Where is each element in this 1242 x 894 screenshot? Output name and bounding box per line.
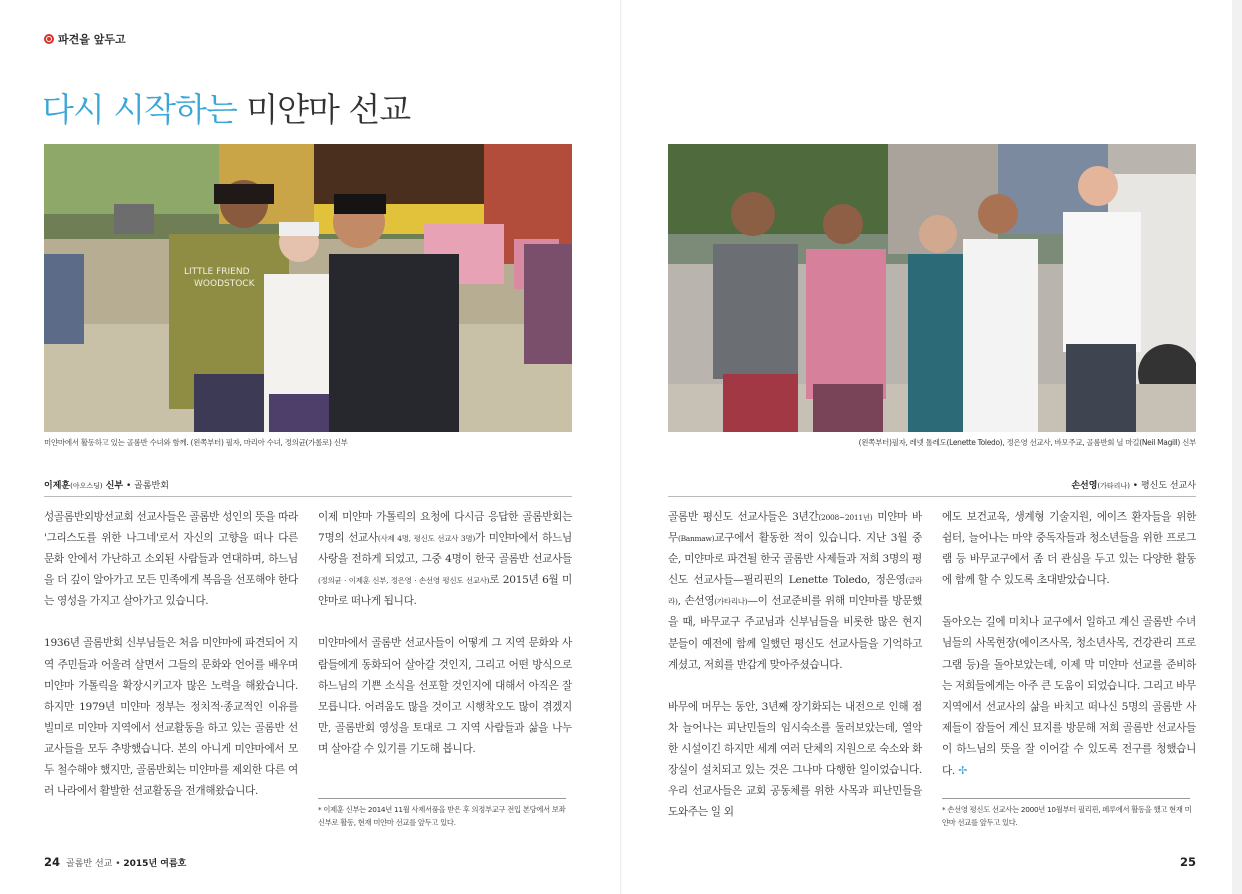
left-author-org: 골롬반회	[134, 481, 169, 491]
left-photo	[44, 144, 572, 432]
page-edge	[1232, 0, 1242, 894]
shirt-text-2: WOODSTOCK	[194, 279, 255, 289]
right-divider	[668, 496, 1196, 497]
shirt-text-1: LITTLE FRIEND	[184, 267, 250, 277]
left-footnote: * 이제훈 신부는 2014년 11월 사제서품을 받은 후 의정부교구 전입 본당에서 보좌신부로 활동, 현재 미얀마 선교를 앞두고 있다.	[318, 805, 566, 827]
right-author: 손선영(가타리나) • 평신도 선교사	[1071, 481, 1196, 491]
left-footnote-rule	[318, 798, 566, 799]
right-footnote-rule	[942, 798, 1190, 799]
left-column-2	[318, 507, 572, 760]
right-column-2	[942, 507, 1196, 782]
title-accent: 다시 시작하는	[42, 90, 237, 129]
right-footnote: * 손선영 평신도 선교사는 2000년 10월부터 필리핀, 페루에서 활동을 했고 현재 미얀마 선교를 앞두고 있다.	[942, 805, 1192, 827]
magazine-name: 골롬반 선교	[66, 859, 113, 869]
section-tag-label: 파견을 앞두고	[58, 33, 126, 46]
right-photo-caption: (왼쪽부터)필자, 레넷 톨레도(Lenette Toledo), 정은영 선교사, 바모주교, 골롬반회 닐 마길(Neil Magill) 신부	[858, 438, 1196, 447]
paragraph: 1936년 골롬반회 신부님들은 처음 미얀마에 파견되어 지역 주민들과 어울려 살면서 그들의 문화와 언어를 배우며 미얀마 가톨릭을 확장시키고자 많은 노력을 해왔습니다. 하지만 1979년 미얀마 정부는 정치적·종교적인 이유를 빌미로 미얀마 지역에서 선교활동을 하고 있는 골롬반 선교사들을 모두 추방했습니다. 본의 아니게 미얀마에서 모두 철수해야 했지만, 골롬반회는 미얀마를 제외한 다른 여러 나라에서 활발한 선교활동을 전개해왔습니다.	[44, 637, 298, 798]
left-divider	[44, 496, 572, 497]
right-column-1	[668, 507, 922, 823]
left-author-name: 이제훈	[44, 481, 71, 491]
end-mark-icon: ✢	[958, 764, 968, 778]
paragraph: 골롬반 평신도 선교사들은 3년간(2008~2011년) 미얀마 바무(Banmaw)교구에서 활동한 적이 있습니다. 지난 3월 중순, 미얀마로 파견될 한국 골롬반 사제들과 저희 3명의 평신도 선교사들—필리핀의 Lenette Toledo, 정은영(글라라), 손선영(가타리나)—이 선교준비를 위해 미얀마를 방문했을 때, 바무교구 주교님과 신부님들을 비롯한 많은 현지 분들이 예전에 함께 일했던 평신도 선교사들을 기억하고 계셨고, 저희를 반갑게 맞아주셨습니다.	[668, 511, 922, 671]
paragraph: 이제 미얀마 가톨릭의 요청에 다시금 응답한 골롬반회는 7명의 선교사(사제 4명, 평신도 선교사 3명)가 미얀마에서 하느님 사랑을 전하게 되었고, 그중 4명이 한국 골롬반 선교사들(정의균 · 이제훈 신부, 정은영 · 손선영 평신도 선교사)로 2015년 6월 미얀마로 떠나게 됩니다.	[318, 511, 572, 608]
circle-bullet-icon	[44, 34, 54, 44]
paragraph: 바무에 머무는 동안, 3년째 장기화되는 내전으로 인해 점차 늘어나는 피난민들의 임시숙소를 둘러보았는데, 열악한 시설이긴 하지만 세계 여러 단체의 지원으로 숙소와 화장실이 설치되고 있는 것은 그나마 다행한 일이었습니다. 우리 선교사들은 교회 공동체를 위한 사목과 피난민들을 도와주는 일 외	[668, 700, 922, 819]
left-author: 이제훈(아오스딩) 신부 • 골롬반회	[44, 481, 169, 491]
paragraph: 에도 보건교육, 생계형 기술지원, 에이즈 환자들을 위한 쉼터, 늘어나는 마약 중독자들과 청소년들을 위한 프로그램 등 바무교구에서 좀 더 관심을 두고 있는 다양한 활동에 함께 할 수 있도록 초대받았습니다.	[942, 511, 1196, 587]
paragraph: 성골롬반외방선교회 선교사들은 골롬반 성인의 뜻을 따라 '그리스도를 위한 나그네'로서 자신의 고향을 떠나 다른 문화 안에서 가난하고 소외된 사람들과 연대하며, 하느님을 더 깊이 알아가고 모든 민족에게 복음을 선포해야 한다는 영성을 가지고 살아가고 있습니다.	[44, 511, 298, 608]
left-page-footer: 24 골롬반 선교 • 2015년 여름호	[44, 855, 187, 869]
left-column-1	[44, 507, 298, 802]
right-page-number: 25	[1179, 855, 1196, 869]
title-dark: 미얀마 선교	[236, 90, 411, 129]
right-photo	[668, 144, 1196, 432]
left-page-number: 24	[44, 855, 61, 869]
paragraph: 돌아오는 길에 미치나 교구에서 일하고 계신 골롬반 수녀님들의 사목현장(에이즈사목, 청소년사목, 건강관리 프로그램 등)을 돌아보았는데, 이제 막 미얀마 선교를 준비하는 저희들에게는 아주 큰 도움이 되었습니다. 그리고 바무지역에서 선교사의 삶을 바치고 떠나신 5명의 골롬반 사제들이 잠들어 계신 묘지를 방문해 저희 골롬반 선교사들이 하느님의 뜻을 잘 이어갈 수 있도록 전구를 청했습니다. ✢	[942, 616, 1196, 778]
left-author-baptismal: (아오스딩)	[70, 482, 103, 490]
right-author-org: 평신도 선교사	[1140, 481, 1196, 491]
article-title	[42, 84, 410, 131]
left-photo-caption: 미얀마에서 활동하고 있는 골롬반 수녀와 함께. (왼쪽부터) 필자, 마리아 수녀, 정의균(가롤로) 신부	[44, 438, 348, 447]
left-author-title: 신부	[102, 481, 124, 491]
section-tag	[44, 31, 126, 47]
right-author-baptismal: (가타리나)	[1097, 482, 1130, 490]
page-gutter	[620, 0, 622, 894]
magazine-issue: 2015년 여름호	[123, 859, 187, 869]
right-author-name: 손선영	[1071, 481, 1098, 491]
paragraph: 미얀마에서 골롬반 선교사들이 어떻게 그 지역 문화와 사람들에게 동화되어 살아갈 것인지, 그리고 어떤 방식으로 하느님의 기쁜 소식을 선포할 것인지에 대해서 아직은 잘 모릅니다. 어려움도 많을 것이고 시행착오도 많이 겪겠지만, 골롬반회 영성을 토대로 그 지역 사람들과 삶을 나누며 살아갈 수 있기를 기도해 봅니다.	[318, 637, 572, 755]
